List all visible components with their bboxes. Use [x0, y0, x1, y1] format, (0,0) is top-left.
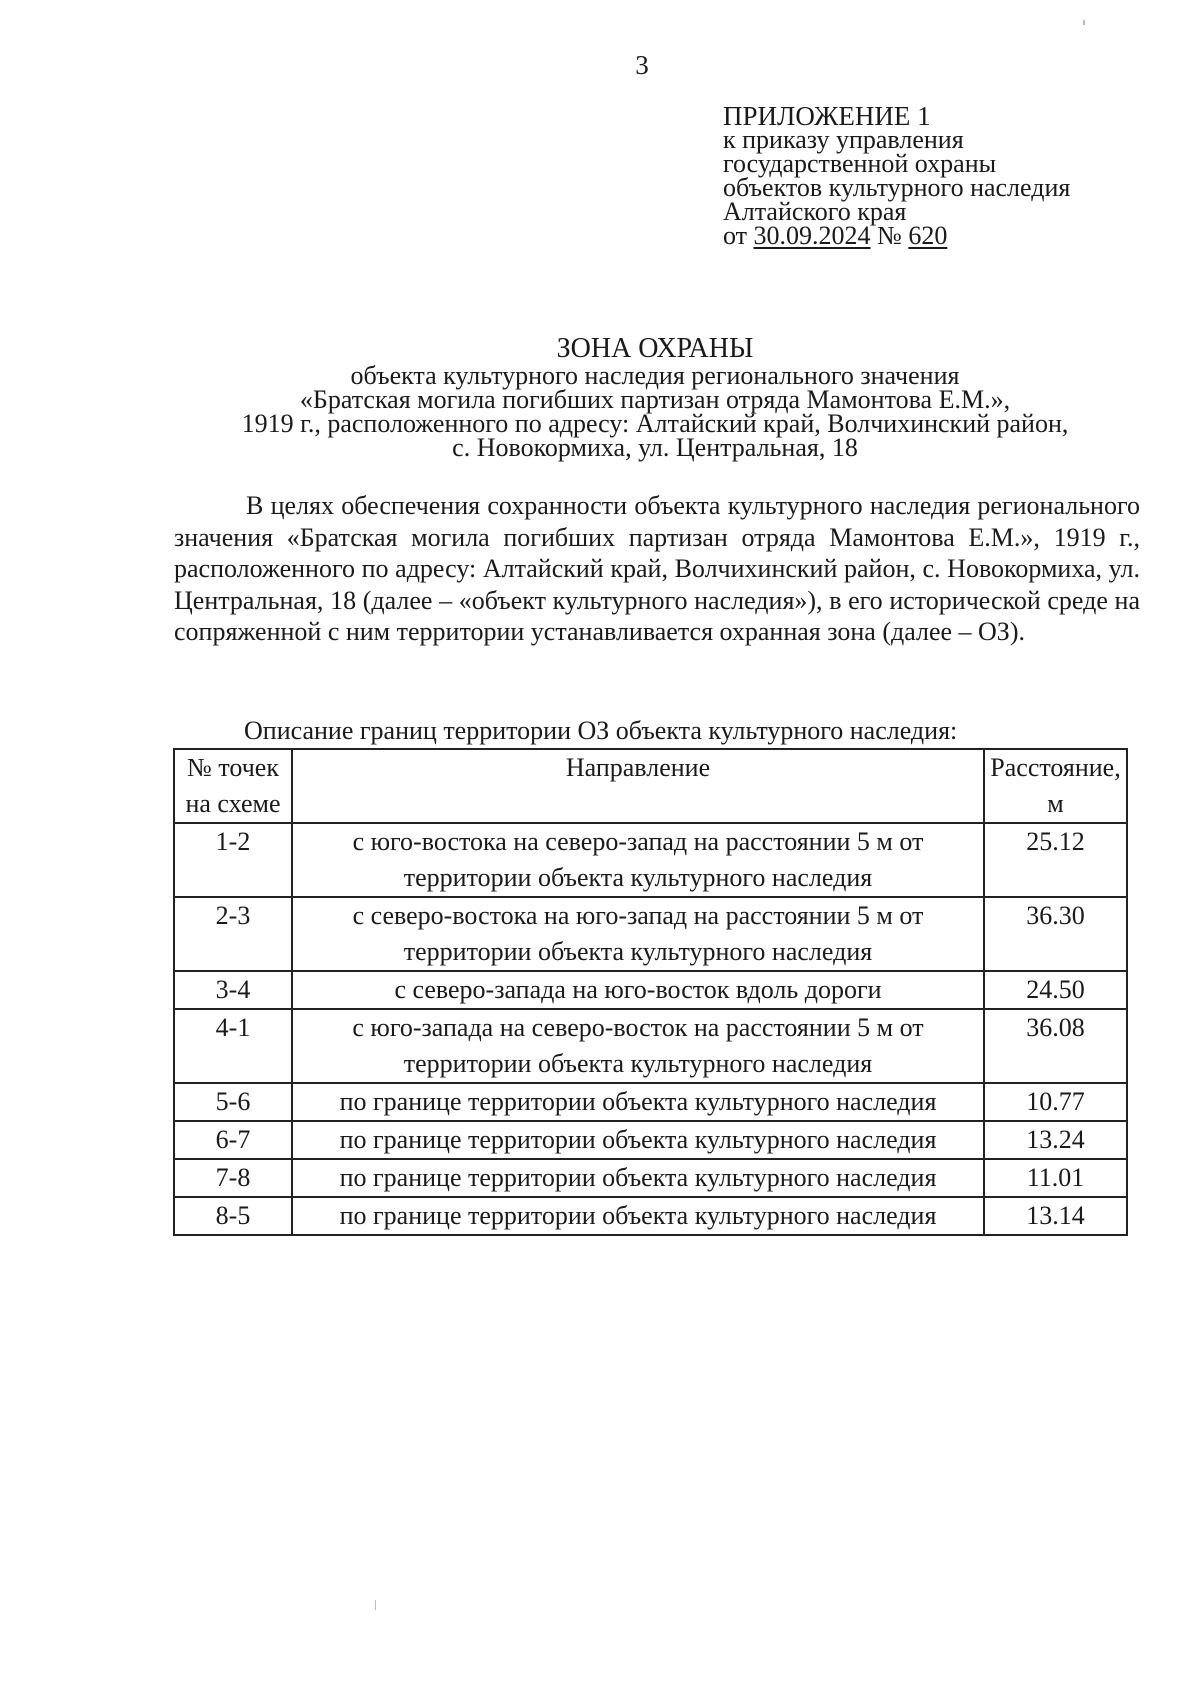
body-paragraph: В целях обеспечения сохранности объекта культурного наследия регионального значения «Братская могила погибших партизан отряда Мамонтова Е.М.», 1919 г., расположенного по адресу: Алтайский край, Волчихинский район, с. Новокормиха, ул. Центральная, 18 (далее – «объект культурного наследия»), в его исторической среде на сопряженной с ним территории устанавливается охранная зона (далее – ОЗ).: [174, 491, 1140, 646]
boundaries-table: [173, 748, 1128, 1236]
distance-header: [984, 749, 1127, 823]
appendix-line: государственной охраны: [723, 149, 997, 178]
direction-cell: [292, 1009, 984, 1083]
date-prefix: от: [723, 221, 748, 250]
distance-cell: 13.24: [984, 1121, 1127, 1159]
table-row: [174, 1009, 1127, 1083]
appendix-header: [723, 101, 1071, 250]
zone-subtitle-line: «Братская могила погибших партизан отряда Мамонтова Е.М.»,: [299, 385, 1011, 414]
table-row: [174, 1121, 1127, 1159]
points-header: [174, 749, 292, 823]
direction-line: с юго-запада на северо-восток на расстоянии 5 м от: [352, 1013, 924, 1042]
order-number: 620: [908, 221, 948, 250]
points-cell: 8-5: [174, 1197, 292, 1235]
appendix-line: к приказу управления: [723, 125, 964, 154]
direction-cell: по границе территории объекта культурного наследия: [292, 1121, 984, 1159]
zone-subtitle-line: с. Новокормиха, ул. Центральная, 18: [452, 433, 858, 462]
table-row: [174, 1083, 1127, 1121]
direction-cell: по границе территории объекта культурного наследия: [292, 1159, 984, 1197]
distance-cell: 24.50: [984, 971, 1127, 1009]
points-cell: 7-8: [174, 1159, 292, 1197]
direction-line: с юго-востока на северо-запад на расстоянии 5 м от: [352, 827, 924, 856]
direction-header: Направление: [292, 749, 984, 823]
distance-cell: 36.08: [984, 1009, 1127, 1083]
direction-cell: [292, 823, 984, 897]
distance-cell: 25.12: [984, 823, 1127, 897]
table-row: [174, 971, 1127, 1009]
distance-header-line: Расстояние,: [990, 753, 1121, 782]
scan-mark: [375, 1600, 376, 1610]
zone-title: ЗОНА ОХРАНЫ: [556, 333, 754, 364]
zone-subtitle-line: объекта культурного наследия регионального значения: [350, 361, 960, 390]
distance-cell: 13.14: [984, 1197, 1127, 1235]
direction-line: с северо-востока на юго-запад на расстоянии 5 м от: [352, 901, 924, 930]
number-prefix: №: [877, 221, 902, 250]
points-cell: 4-1: [174, 1009, 292, 1083]
points-cell: 5-6: [174, 1083, 292, 1121]
page-number: 3: [635, 50, 649, 80]
table-row: [174, 1159, 1127, 1197]
appendix-line: объектов культурного наследия: [723, 173, 1071, 202]
points-cell: 6-7: [174, 1121, 292, 1159]
table-caption: Описание границ территории ОЗ объекта культурного наследия:: [244, 716, 958, 745]
appendix-line: Алтайского края: [723, 197, 907, 226]
direction-cell: с северо-запада на юго-восток вдоль дороги: [292, 971, 984, 1009]
points-cell: 3-4: [174, 971, 292, 1009]
direction-cell: по границе территории объекта культурного наследия: [292, 1197, 984, 1235]
zone-heading: [170, 334, 1140, 460]
points-cell: 1-2: [174, 823, 292, 897]
points-header-line: № точек: [187, 753, 279, 782]
appendix-title: ПРИЛОЖЕНИЕ 1: [723, 101, 931, 131]
order-date: 30.09.2024: [753, 221, 871, 250]
table-row: [174, 823, 1127, 897]
table-header-row: [174, 749, 1127, 823]
scan-mark: [1083, 20, 1085, 25]
distance-header-line: м: [1047, 789, 1064, 818]
distance-cell: 11.01: [984, 1159, 1127, 1197]
direction-cell: [292, 897, 984, 971]
zone-subtitle-line: 1919 г., расположенного по адресу: Алтайский край, Волчихинский район,: [241, 409, 1069, 438]
distance-cell: 10.77: [984, 1083, 1127, 1121]
direction-line: территории объекта культурного наследия: [403, 1049, 873, 1078]
direction-line: территории объекта культурного наследия: [403, 863, 873, 892]
direction-cell: по границе территории объекта культурного наследия: [292, 1083, 984, 1121]
appendix-date-line: [723, 221, 1070, 250]
points-header-line: на схеме: [185, 789, 281, 818]
table-row: [174, 1197, 1127, 1235]
points-cell: 2-3: [174, 897, 292, 971]
direction-line: территории объекта культурного наследия: [403, 937, 873, 966]
distance-cell: 36.30: [984, 897, 1127, 971]
table-row: [174, 897, 1127, 971]
